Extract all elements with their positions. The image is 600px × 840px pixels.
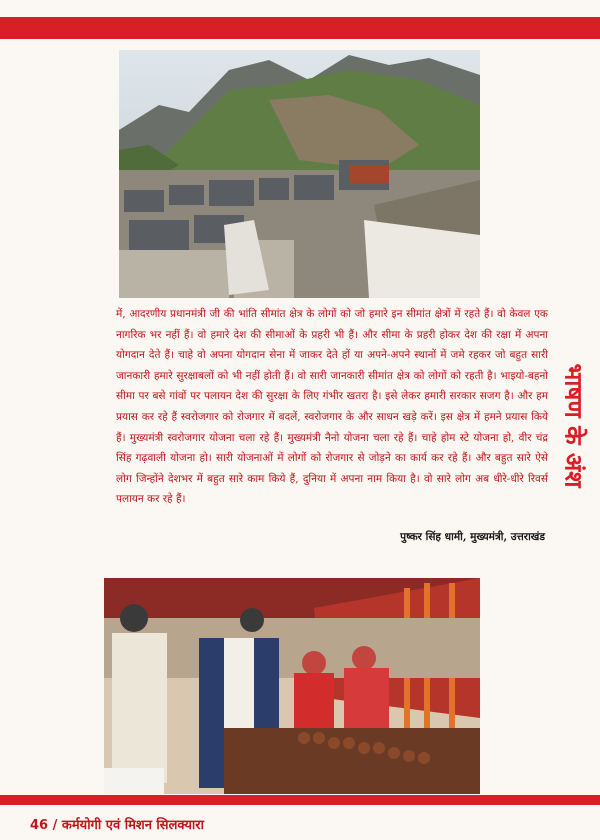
mountain-village-photo — [119, 50, 480, 298]
top-red-bar — [0, 17, 600, 39]
sidebar-label-text: भाषण के अंश — [559, 362, 588, 488]
speaker-attribution: पुष्कर सिंह धामी, मुख्यमंत्री, उत्तराखंड — [400, 531, 545, 543]
section-sidebar-label — [556, 360, 592, 490]
article-body: में, आदरणीय प्रधानमंत्री जी की भांति सीमांत क्षेत्र के लोगों को जो हमारे इन सीमांत क्षेत्रों में रहते हैं। वो केवल एक नागरिक भर नहीं हैं। वो हमारे देश की सीमाओं के प्रहरी भी हैं। और सीमा के प्रहरी होकर देश की रक्षा में अपना योगदान देते हैं। चाहे वो अपना योगदान सेना में जाकर देते हों या अपने-अपने स्थानों में जमे रहकर जो बहुत सारी जानकारी हमारे सुरक्षाबलों को भी नहीं होती हैं। वो सारी जानकारी सीमांत क्षेत्र को लोगों को रहती है। भाइयो-बहनो सीमा पर बसे गांवों पर पलायन देश की सुरक्षा के लिए गंभीर खतरा है। इसे लेकर हमारी सरकार सजग है। और हम प्रयास कर रहे हैं स्वरोजगार को रोजगार में बदलें, स्वरोजगार के और साधन खड़े करें। इस क्षेत्र में हमने प्रयास किये हैं। मुख्यमंत्री स्वरोजगार योजना चला रहे हैं। मुख्यमंत्री नैनो योजना चला रहे हैं। चाहे होम स्टे योजना हो, वीर चंद्र सिंह गढ़वाली योजना हो। सारी योजनाओं में लोगों को रोजगार से जोड़ने का कार्य कर रहे हैं। और बहुत सारे ऐसे लोग जिन्होंने देशभर में बहुत सारे काम किये हैं, दुनिया में अपना नाम किया है। वो सारे लोग अब धीरे-धीरे रिवर्स पलायन कर रहे हैं। — [116, 308, 548, 506]
bottom-red-bar — [0, 795, 600, 805]
page-footer: 46 / कर्मयोगी एवं मिशन सिलक्यारा — [30, 818, 204, 833]
exhibition-photo — [104, 578, 480, 794]
